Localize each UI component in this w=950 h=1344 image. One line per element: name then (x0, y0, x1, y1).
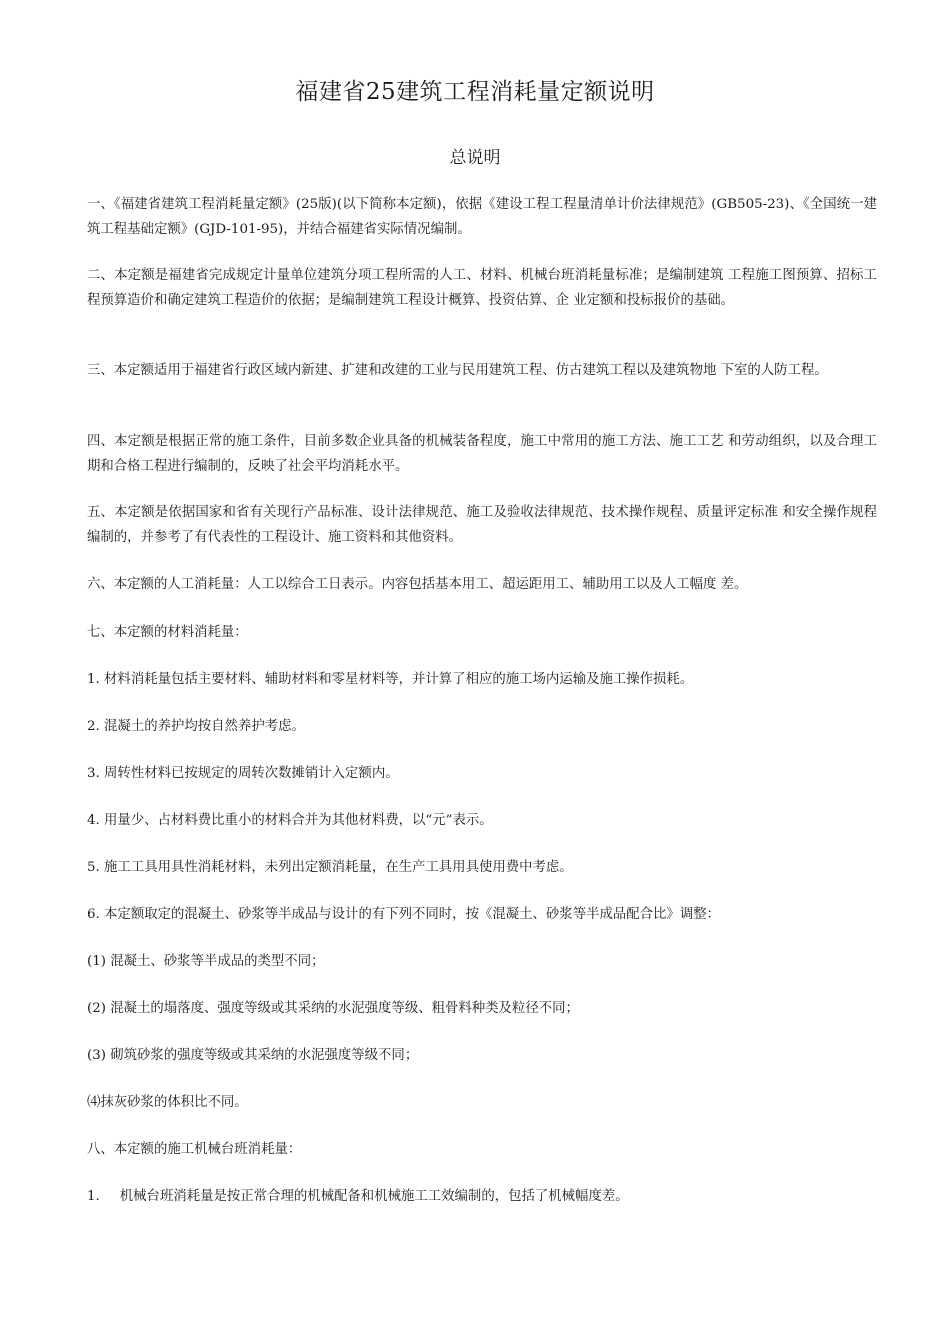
paragraph-7: 七、本定额的材料消耗量： (87, 625, 248, 640)
paragraph-4: 四、本定额是根据正常的施工条件，目前多数企业具备的机械装备程度，施工中常用的施工方法、施工工艺 和劳动组织，以及合理工期和合格工程进行编制的，反映了社会平均消耗水平。 (87, 434, 877, 474)
list-item-7-4: 4. 用量少、占材料费比重小的材料合并为其他材料费，以“元”表示。 (87, 813, 493, 828)
paragraph-1: 一、《福建省建筑工程消耗量定额》(25版)(以下简称本定额)，依据《建设工程工程量清单计价法律规范》(GB505-23)、《全国统一建筑工程基础定额》(GJD-101-95)，并结合福建省实际情况编制。 (87, 197, 877, 237)
paragraph-5: 五、本定额是依据国家和省有关现行产品标准、设计法律规范、施工及验收法律规范、技术操作规程、质量评定标准 和安全操作规程编制的，并参考了有代表性的工程设计、施工资料和其他资料。 (87, 505, 877, 545)
sub-item-4: ⑷抹灰砂浆的体积比不同。 (87, 1095, 248, 1110)
sub-item-1: (1) 混凝土、砂浆等半成品的类型不同； (87, 954, 325, 969)
list-item-7-2: 2. 混凝土的养护均按自然养护考虑。 (87, 719, 305, 734)
list-item-7-6: 6. 本定额取定的混凝土、砂浆等半成品与设计的有下列不同时，按《混凝土、砂浆等半成品配合比》调整： (87, 907, 720, 922)
list-item-8-1 (87, 1184, 877, 1209)
paragraph-6: 六、本定额的人工消耗量：人工以综合工日表示。内容包括基本用工、超运距用工、辅助用工以及人工幅度 差。 (87, 577, 748, 592)
sub-item-2: (2) 混凝土的塌落度、强度等级或其采纳的水泥强度等级、粗骨料种类及粒径不同； (87, 1001, 579, 1016)
sub-item-3: (3) 砌筑砂浆的强度等级或其采纳的水泥强度等级不同； (87, 1048, 419, 1063)
list-item-text: 机械台班消耗量是按正常合理的机械配备和机械施工工效编制的，包括了机械幅度差。 (119, 1189, 629, 1204)
list-item-7-5: 5. 施工工具用具性消耗材料，未列出定额消耗量，在生产工具用具使用费中考虑。 (87, 860, 573, 875)
paragraph-2: 二、本定额是福建省完成规定计量单位建筑分项工程所需的人工、材料、机械台班消耗量标准；是编制建筑 工程施工图预算、招标工程预算造价和确定建筑工程造价的依据；是编制建筑工程设计概算、投资估算、企 业定额和投标报价的基础。 (87, 268, 877, 308)
paragraph-8: 八、本定额的施工机械台班消耗量： (87, 1142, 302, 1157)
document-title: 福建省25建筑工程消耗量定额说明 (295, 79, 655, 105)
list-item-7-1: 1. 材料消耗量包括主要材料、辅助材料和零星材料等，并计算了相应的施工场内运输及施工操作损耗。 (87, 672, 694, 687)
list-item-number: 1. (87, 1189, 100, 1204)
section-subtitle: 总说明 (449, 148, 501, 168)
paragraph-3: 三、本定额适用于福建省行政区域内新建、扩建和改建的工业与民用建筑工程、仿古建筑工程以及建筑物地 下室的人防工程。 (87, 363, 828, 378)
list-item-7-3: 3. 周转性材料已按规定的周转次数摊销计入定额内。 (87, 766, 399, 781)
